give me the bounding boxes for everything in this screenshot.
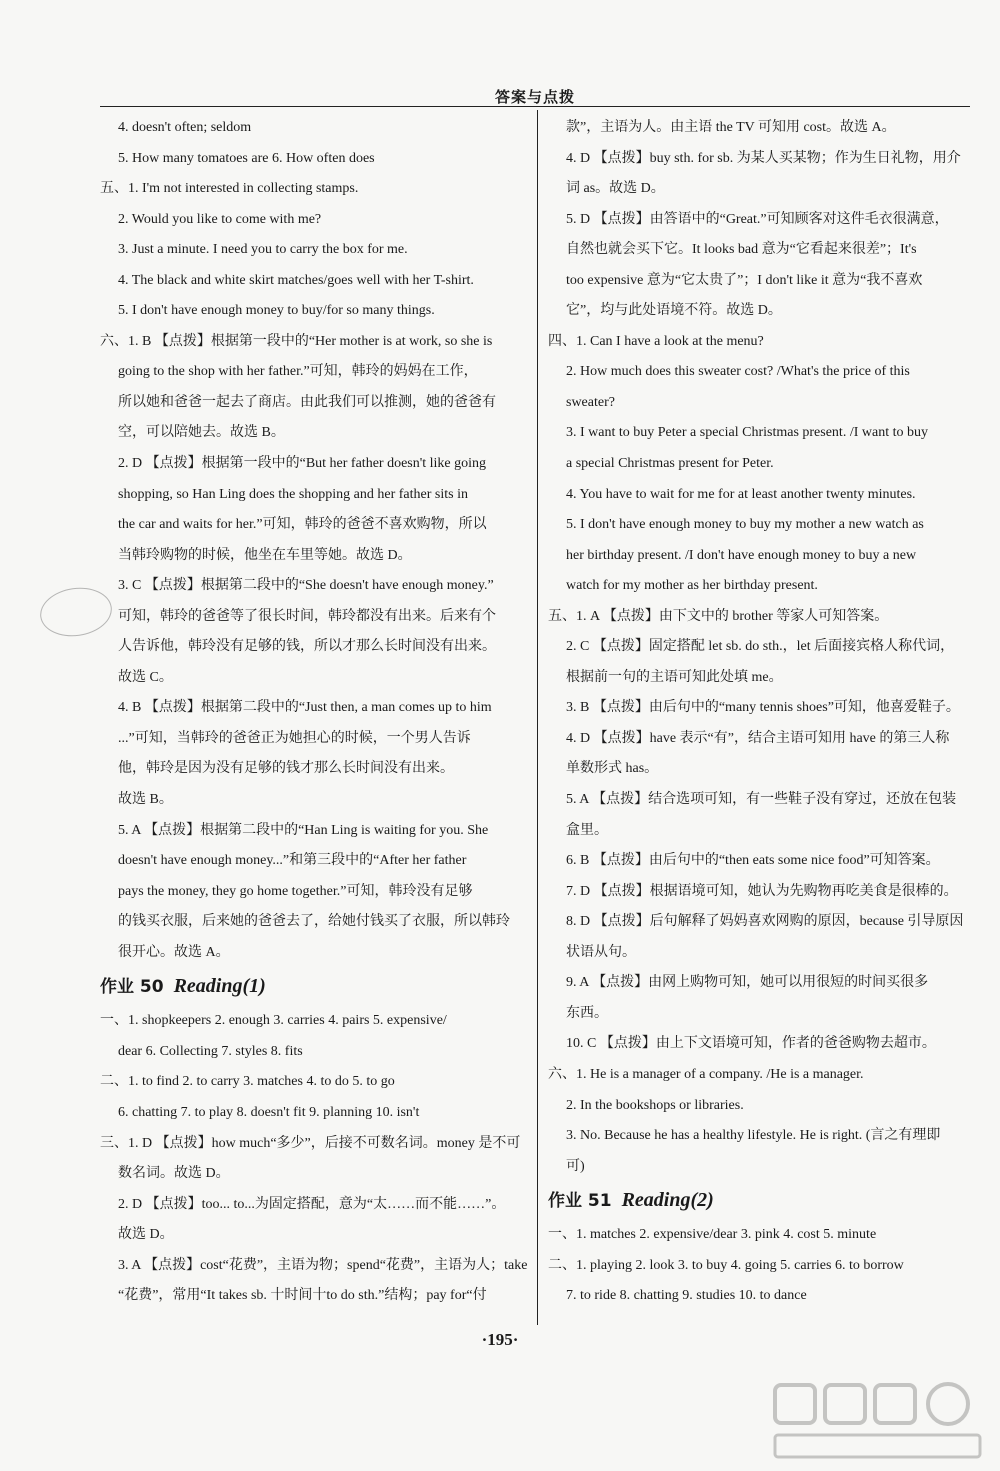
answer-line: 款”，主语为人。由主语 the TV 可知用 cost。故选 A。 xyxy=(566,120,896,135)
answer-line: 二、1. to find 2. to carry 3. matches 4. to do 5. to go xyxy=(100,1074,395,1090)
answer-line: 2. D 【点拨】too... to...为固定搭配，意为“太……而不能……”。 xyxy=(118,1196,506,1212)
answer-line: 可知，韩玲的爸爸等了很长时间，韩玲都没有出来。后来有个 xyxy=(118,608,496,624)
answer-line: 五、1. I'm not interested in collecting stamps. xyxy=(100,181,359,197)
answer-line: 故选 D。 xyxy=(118,1227,174,1243)
answer-line: 根据前一句的主语可知此处填 me。 xyxy=(566,669,783,685)
answer-line: 数名词。故选 D。 xyxy=(118,1166,230,1182)
answer-line: 9. A 【点拨】由网上购物可知，她可以用很短的时间买很多 xyxy=(566,975,929,991)
answer-line: 4. D 【点拨】have 表示“有”，结合主语可知用 have 的第三人称 xyxy=(566,730,950,746)
answer-line: 一、1. shopkeepers 2. enough 3. carries 4. pairs 5. expensive/ xyxy=(100,1013,447,1029)
page-header-title: 答案与点拨 xyxy=(494,88,575,106)
answer-line: 7. D 【点拨】根据语境可知，她认为先购物再吃美食是很棒的。 xyxy=(566,883,958,899)
answer-line: shopping, so Han Ling does the shopping and her father sits in xyxy=(118,486,468,502)
answer-line: 2. How much does this sweater cost? /What's the price of this xyxy=(566,364,910,380)
answer-line: 故选 B。 xyxy=(118,792,173,808)
answer-line: 4. The black and white skirt matches/goes well with her T-shirt. xyxy=(118,272,474,288)
answer-line: 3. No. Because he has a healthy lifestyle. He is right. (言之有理即 xyxy=(566,1128,941,1144)
answer-line: 6. B 【点拨】由后句中的“then eats some nice food”可知答案。 xyxy=(566,853,940,869)
answer-line: 5. D 【点拨】由答语中的“Great.”可知顾客对这件毛衣很满意， xyxy=(566,211,949,227)
section-heading xyxy=(548,1182,972,1220)
answer-line: 10. C 【点拨】由上下文语境可知，作者的爸爸购物去超市。 xyxy=(566,1036,936,1052)
answer-line: 8. D 【点拨】后句解释了妈妈喜欢网购的原因，because 引导原因 xyxy=(566,914,964,930)
answer-line: 5. A 【点拨】结合选项可知，有一些鞋子没有穿过，还放在包装 xyxy=(566,792,957,808)
answer-line: 5. How many tomatoes are 6. How often does xyxy=(118,150,375,166)
section-heading xyxy=(100,968,528,1006)
answer-line: 可) xyxy=(566,1158,585,1174)
answer-line: her birthday present. /I don't have enough money to buy a new xyxy=(566,547,917,563)
answer-line: 东西。 xyxy=(566,1005,608,1021)
page-number: ·195· xyxy=(481,1330,519,1349)
answer-line: 2. In the bookshops or libraries. xyxy=(566,1097,744,1113)
answer-line: ...”可知，当韩玲的爸爸正为她担心的时候，一个男人告诉 xyxy=(118,730,471,746)
answer-line: 6. chatting 7. to play 8. doesn't fit 9. planning 10. isn't xyxy=(118,1104,420,1120)
section-number: 作业 51 xyxy=(548,1191,612,1212)
answer-line: pays the money, they go home together.”可知，韩玲没有足够 xyxy=(118,883,473,899)
header-rule xyxy=(100,106,970,107)
answer-line: 三、1. D 【点拨】how much“多少”，后接不可数名词。money 是不可 xyxy=(100,1135,521,1151)
answer-line: 四、1. Can I have a look at the menu? xyxy=(548,333,764,349)
answer-line: 3. I want to buy Peter a special Christmas present. /I want to buy xyxy=(566,425,928,441)
answer-line: 状语从句。 xyxy=(566,944,636,960)
answer-line: 很开心。故选 A。 xyxy=(118,944,230,960)
answer-line: 自然也就会买下它。It looks bad 意为“它看起来很差”；It's xyxy=(566,242,917,258)
answer-line: too expensive 意为“它太贵了”；I don't like it 意为“我不喜欢 xyxy=(566,272,923,288)
answer-line: 3. A 【点拨】cost“花费”，主语为物；spend“花费”，主语为人；take xyxy=(118,1257,528,1273)
answer-line: dear 6. Collecting 7. styles 8. fits xyxy=(118,1043,303,1059)
section-number: 作业 50 xyxy=(100,977,164,998)
answer-line: 5. I don't have enough money to buy my mother a new watch as xyxy=(566,517,924,533)
answer-line: 一、1. matches 2. expensive/dear 3. pink 4. cost 5. minute xyxy=(548,1227,877,1243)
answer-line: 3. Just a minute. I need you to carry the box for me. xyxy=(118,242,408,258)
answer-line: watch for my mother as her birthday present. xyxy=(566,578,818,594)
answer-line: 人告诉他，韩玲没有足够的钱，所以才那么长时间没有出来。 xyxy=(118,639,496,655)
answer-line: 5. A 【点拨】根据第二段中的“Han Ling is waiting for you. She xyxy=(118,822,489,838)
answer-line: 盒里。 xyxy=(566,822,608,838)
answer-line: doesn't have enough money...”和第三段中的“After her father xyxy=(118,853,467,869)
answer-line: 的钱买衣服，后来她的爸爸去了，给她付钱买了衣服，所以韩玲 xyxy=(118,914,510,930)
answer-line: 4. D 【点拨】buy sth. for sb. 为某人买某物；作为生日礼物，用介 xyxy=(566,150,961,166)
answer-line: 4. You have to wait for me for at least another twenty minutes. xyxy=(566,486,916,502)
answer-line: the car and waits for her.”可知，韩玲的爸爸不喜欢购物，所以 xyxy=(118,517,487,533)
answer-line: 2. Would you like to come with me? xyxy=(118,211,322,227)
column-divider xyxy=(537,110,538,1325)
answer-line: 五、1. A 【点拨】由下文中的 brother 等家人可知答案。 xyxy=(548,608,889,624)
answer-line: 单数形式 has。 xyxy=(566,761,659,777)
answer-line: 他，韩玲是因为没有足够的钱才那么长时间没有出来。 xyxy=(118,761,454,777)
answer-line: 2. C 【点拨】固定搭配 let sb. do sth.，let 后面接宾格人称代词， xyxy=(566,639,955,655)
answer-line: 当韩玲购物的时候，他坐在车里等她。故选 D。 xyxy=(118,547,412,563)
section-title: Reading(2) xyxy=(621,1189,714,1212)
answer-line: going to the shop with her father.”可知，韩玲的妈妈在工作， xyxy=(118,364,478,380)
answer-line: “花费”，常用“It takes sb. 十时间十to do sth.”结构；pay for“付 xyxy=(118,1288,487,1304)
answer-line: 六、1. He is a manager of a company. /He is a manager. xyxy=(548,1066,864,1082)
answer-line: 4. B 【点拨】根据第二段中的“Just then, a man comes up to him xyxy=(118,700,492,716)
answer-line: a special Christmas present for Peter. xyxy=(566,456,774,472)
left-column xyxy=(100,113,528,1312)
right-column xyxy=(548,113,972,1312)
answer-line: 4. doesn't often; seldom xyxy=(118,120,252,135)
answer-line: 3. B 【点拨】由后句中的“many tennis shoes”可知，他喜爱鞋子。 xyxy=(566,700,960,716)
answer-line: 故选 C。 xyxy=(118,669,173,685)
answer-line: 它”，均与此处语境不符。故选 D。 xyxy=(566,303,782,319)
answer-line: 六、1. B 【点拨】根据第一段中的“Her mother is at work, so she is xyxy=(100,333,493,349)
section-title: Reading(1) xyxy=(173,975,266,998)
answer-line: sweater? xyxy=(566,394,615,410)
watermark-logo xyxy=(770,1380,985,1465)
answer-line: 词 as。故选 D。 xyxy=(566,181,665,197)
answer-line: 二、1. playing 2. look 3. to buy 4. going 5. carries 6. to borrow xyxy=(548,1257,904,1273)
answer-line: 空，可以陪她去。故选 B。 xyxy=(118,425,285,441)
answer-line: 7. to ride 8. chatting 9. studies 10. to dance xyxy=(566,1288,807,1304)
answer-line: 5. I don't have enough money to buy/for so many things. xyxy=(118,303,435,319)
answer-line: 2. D 【点拨】根据第一段中的“But her father doesn't like going xyxy=(118,456,487,472)
answer-line: 所以她和爸爸一起去了商店。由此我们可以推测，她的爸爸有 xyxy=(118,394,496,410)
answer-line: 3. C 【点拨】根据第二段中的“She doesn't have enough money.” xyxy=(118,578,494,594)
